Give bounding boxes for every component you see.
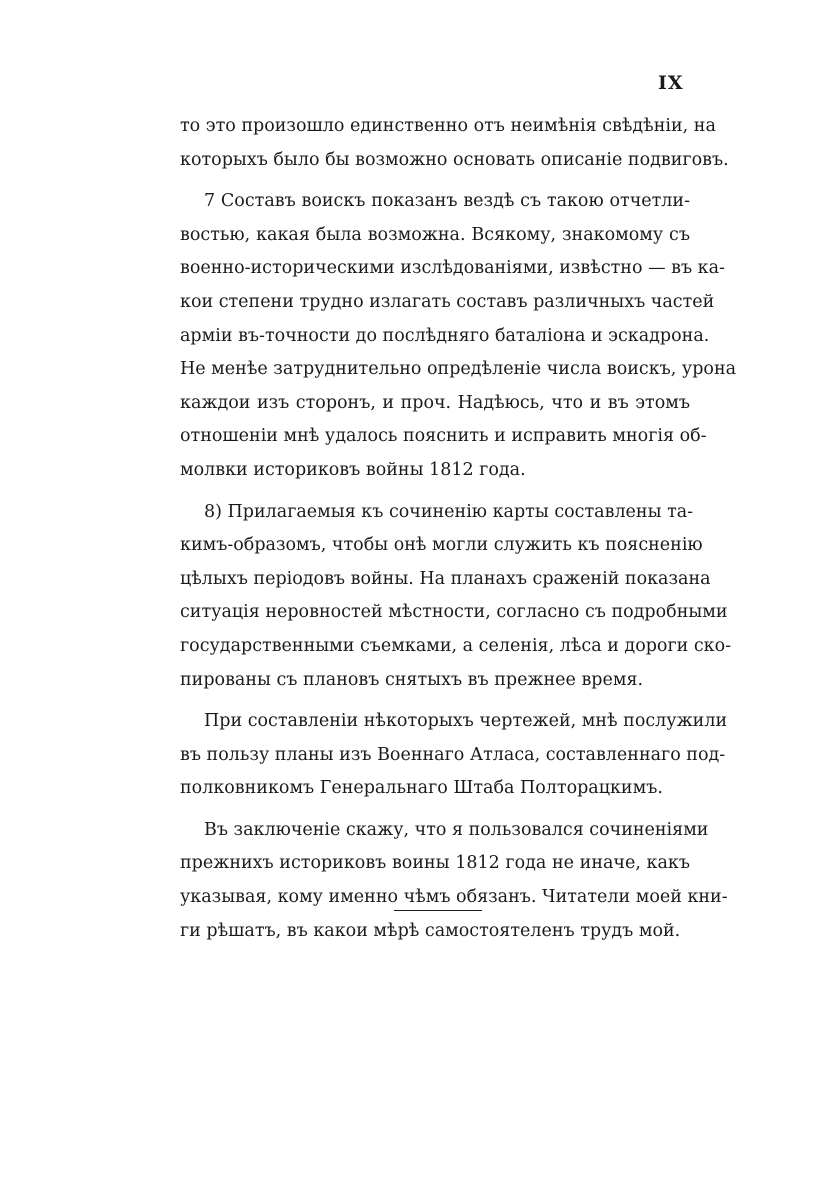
text-line: отношеніи мнѣ удалось пояснить и исправить многія об- [180,426,707,447]
body-text [180,110,737,948]
text-line: ситуація неровностей мѣстности, согласно съ подробными [180,602,728,623]
end-rule-divider [394,910,482,911]
text-line: въ пользу планы изъ Военнаго Атласа, составленнаго под- [180,744,726,765]
text-line: 8) Прилагаемыя къ сочиненію карты составлены та- [204,501,694,522]
text-line: военно-историческими изслѣдованіями, извѣстно — въ ка- [180,258,725,279]
text-line: государственными съемками, а селенія, лѣса и дороги ско- [180,635,732,656]
text-line: ги рѣшатъ, въ какои мѣрѣ самостоятеленъ трудъ мой. [180,920,681,941]
text-line: указывая, кому именно чѣмъ обязанъ. Читатели моей кни- [180,887,728,908]
text-line: которыхъ было бы возможно основать описаніе подвиговъ. [180,149,729,170]
text-line: 7 Составъ воискъ показанъ вездѣ съ такою отчетли- [204,191,690,212]
text-line: пированы съ плановъ снятыхъ въ прежнее время. [180,669,644,690]
text-line: полковникомъ Генеральнаго Штаба Полторацкимъ. [180,778,663,799]
text-line: кои степени трудно излагать составъ различныхъ частей [180,291,715,312]
paragraph-1 [180,110,729,177]
text-line: каждои изъ сторонъ, и проч. Надѣюсь, что и въ этомъ [180,392,690,413]
text-line: При составленіи нѣкоторыхъ чертежей, мнѣ послужили [204,711,728,732]
paragraph-4 [180,705,728,806]
text-line: арміи въ-точности до послѣдняго баталіона и эскадрона. [180,325,710,346]
text-line: востью, какая была возможна. Всякому, знакомому съ [180,224,690,245]
paragraph-2 [180,185,737,487]
text-line: Въ заключеніе скажу, что я пользовался сочиненіями [204,819,709,840]
text-line: то это произошло единственно отъ неимѣнія свѣдѣніи, на [180,116,716,136]
page-number: IX [658,72,684,94]
text-line: прежнихъ историковъ воины 1812 года не иначе, какъ [180,853,690,874]
text-line: кимъ-образомъ, чтобы онѣ могли служить къ поясненію [180,535,703,556]
text-line: цѣлыхъ періодовъ войны. На планахъ сраженій показана [180,568,711,589]
text-line: Не менѣе затруднительно опредѣленіе числа воискъ, урона [180,359,737,380]
paragraph-5 [180,814,728,948]
text-line: молвки историковъ войны 1812 года. [180,459,526,480]
paragraph-3 [180,496,732,698]
